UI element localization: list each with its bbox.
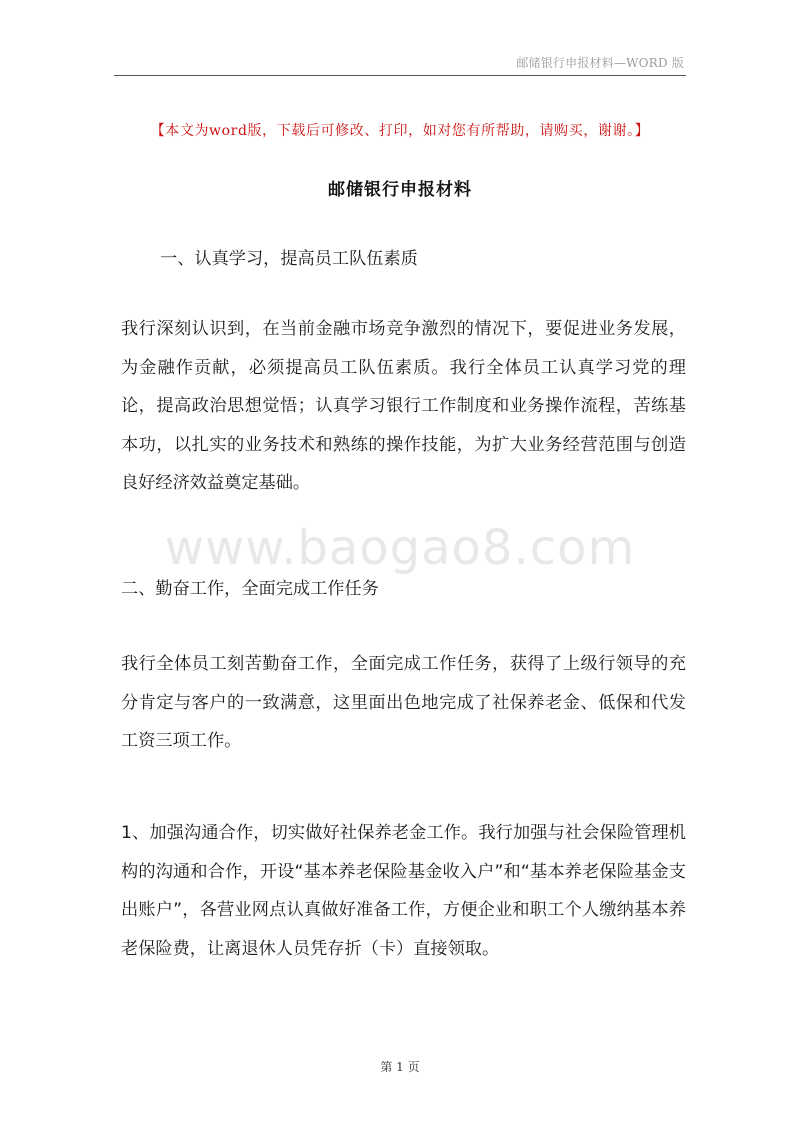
watermark-text: www.baogao8.com — [164, 520, 636, 576]
paragraph-1: 我行深刻认识到，在当前金融市场竞争激烈的情况下，要促进业务发展，为金融作贡献，必须提高员工队伍素质。我行全体员工认真学习党的理论，提高政治思想觉悟；认真学习银行工作制度和业务操作流程，苦练基本功，以扎实的业务技术和熟练的操作技能，为扩大业务经营范围与创造良好经济效益奠定基础。 — [121, 319, 686, 493]
paragraph-3: 1、加强沟通合作，切实做好社保养老金工作。我行加强与社会保险管理机构的沟通和合作，开设“基本养老保险基金收入户”和“基本养老保险基金支出账户”，各营业网点认真做好准备工作，方便企业和职工个人缴纳基本养老保险费，让离退休人员凭存折（卡）直接领取。 — [121, 823, 686, 959]
paragraph-2: 我行全体员工刻苦勤奋工作，全面完成工作任务，获得了上级行领导的充分肯定与客户的一致满意，这里面出色地完成了社保养老金、低保和代发工资三项工作。 — [121, 654, 686, 751]
section-heading-2: 二、勤奋工作，全面完成工作任务 — [121, 579, 379, 599]
document-title: 邮储银行申报材料 — [328, 180, 472, 200]
page-header-text: 邮储银行申报材料—WORD 版 — [516, 56, 684, 70]
download-notice: 【本文为word版，下载后可修改、打印，如对您有所帮助，请购买，谢谢。】 — [150, 123, 650, 139]
section-heading-1: 一、认真学习，提高员工队伍素质 — [160, 249, 418, 269]
header-divider — [114, 75, 686, 76]
page-number: 第 1 页 — [380, 1060, 420, 1074]
